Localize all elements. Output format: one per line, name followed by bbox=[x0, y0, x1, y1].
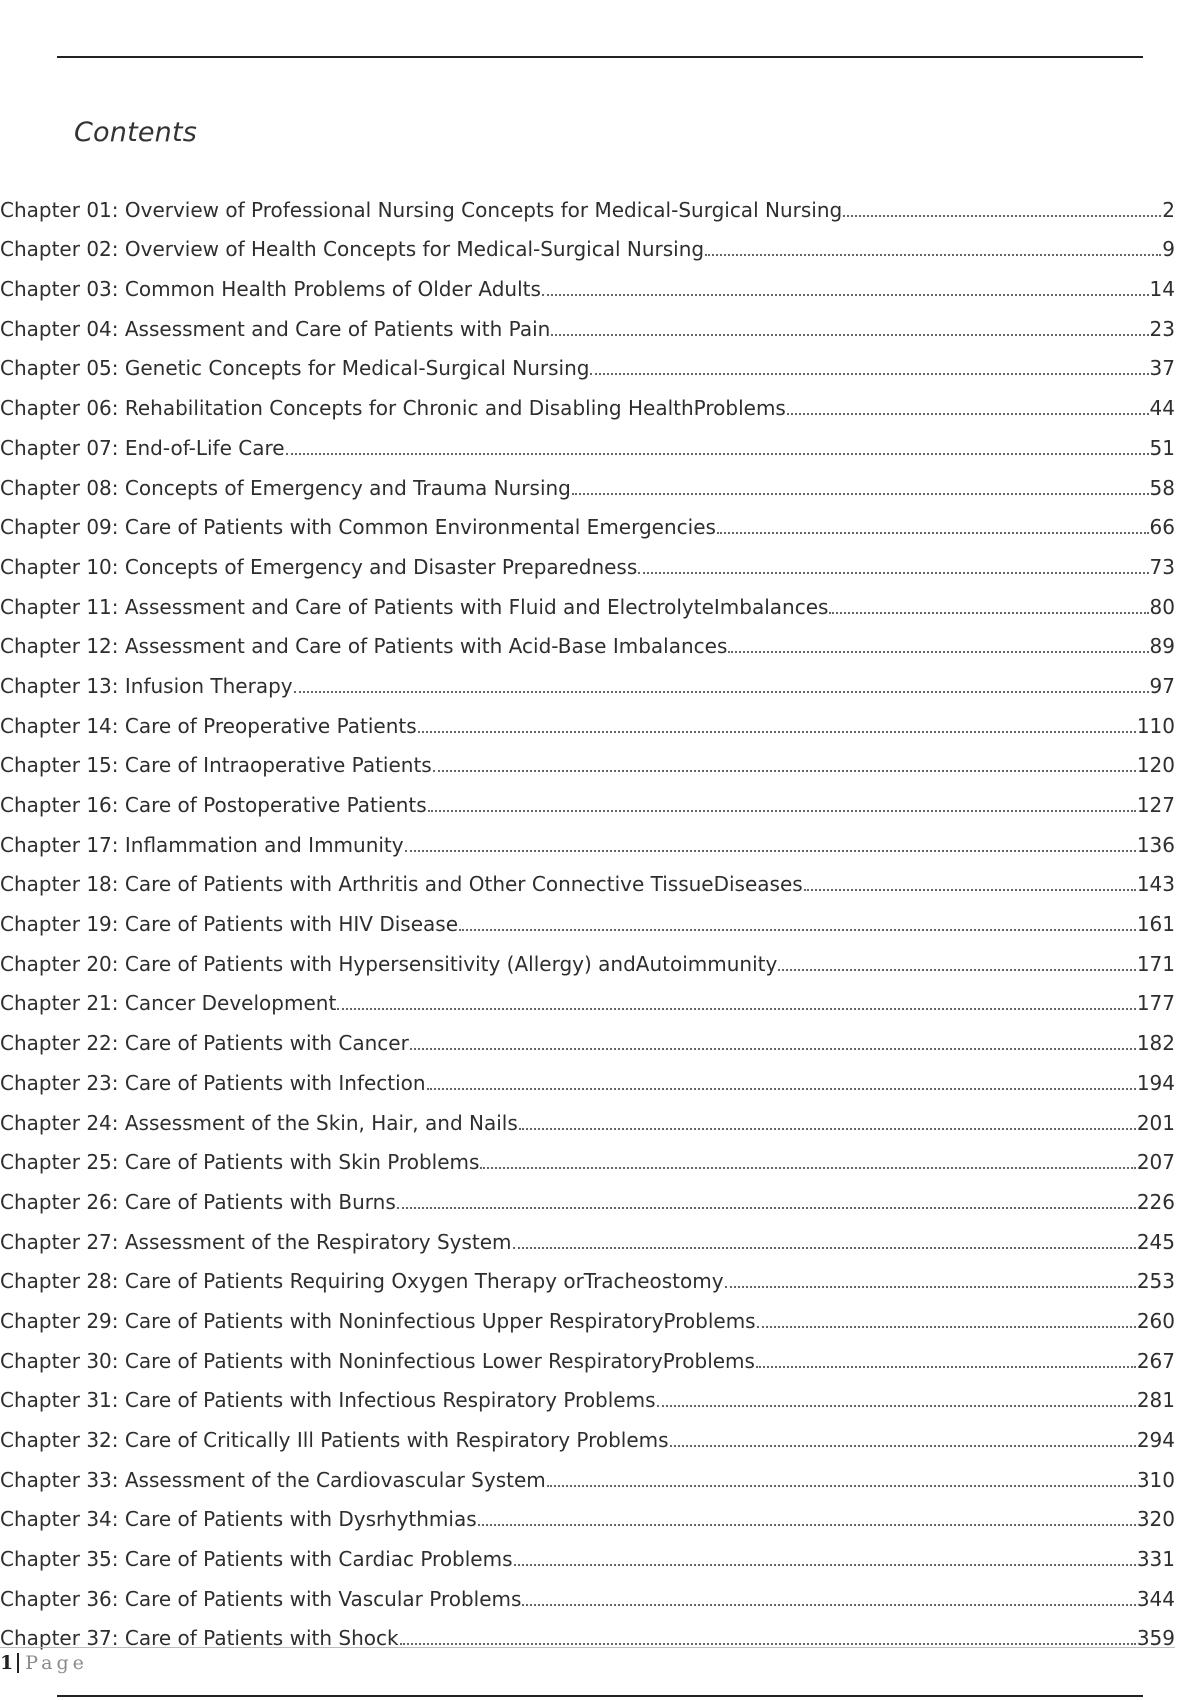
toc-entry-page: 2 bbox=[1162, 197, 1175, 222]
toc-entry-title: Chapter 01: Overview of Professional Nursing Concepts for Medical-Surgical Nursing bbox=[0, 197, 843, 222]
toc-entry-page: 310 bbox=[1136, 1467, 1175, 1492]
toc-dot-leader bbox=[778, 969, 1136, 971]
toc-entry-page: 171 bbox=[1136, 951, 1175, 976]
toc-entry-title: Chapter 18: Care of Patients with Arthritis and Other Connective TissueDiseases bbox=[0, 872, 803, 897]
toc-entry-title: Chapter 33: Assessment of the Cardiovascular System bbox=[0, 1467, 546, 1492]
toc-entry-page: 127 bbox=[1136, 793, 1175, 817]
toc-entry-title: Chapter 10: Concepts of Emergency and Disaster Preparedness bbox=[0, 554, 638, 579]
footer-rule bbox=[0, 1647, 1175, 1648]
toc-entry-page: 359 bbox=[1136, 1626, 1175, 1651]
contents-heading: Contents bbox=[74, 117, 198, 148]
toc-dot-leader bbox=[725, 1286, 1136, 1288]
toc-entry[interactable] bbox=[0, 1135, 1175, 1175]
toc-entry[interactable] bbox=[0, 857, 1175, 897]
toc-entry-page: 226 bbox=[1136, 1189, 1175, 1214]
table-of-contents bbox=[0, 182, 1175, 1650]
toc-entry-page: 260 bbox=[1136, 1308, 1175, 1333]
toc-dot-leader bbox=[400, 1643, 1136, 1645]
toc-entry-title: Chapter 34: Care of Patients with Dysrhythmias bbox=[0, 1507, 477, 1532]
toc-dot-leader bbox=[459, 929, 1136, 931]
toc-entry-title: Chapter 25: Care of Patients with Skin Problems bbox=[0, 1150, 480, 1175]
toc-entry-page: 267 bbox=[1136, 1348, 1175, 1373]
toc-entry-page: 120 bbox=[1136, 753, 1175, 778]
toc-dot-leader bbox=[572, 493, 1149, 495]
toc-entry-title: Chapter 28: Care of Patients Requiring Oxygen Therapy orTracheostomy bbox=[0, 1269, 724, 1294]
toc-entry-title: Chapter 13: Infusion Therapy bbox=[0, 673, 293, 698]
toc-entry[interactable] bbox=[0, 500, 1175, 540]
toc-entry-title: Chapter 24: Assessment of the Skin, Hair, and Nails bbox=[0, 1110, 518, 1135]
toc-entry-title: Chapter 20: Care of Patients with Hypersensitivity (Allergy) andAutoimmunity bbox=[0, 951, 778, 976]
toc-dot-leader bbox=[705, 254, 1161, 256]
toc-entry[interactable] bbox=[0, 1254, 1175, 1294]
toc-entry-title: Chapter 08: Concepts of Emergency and Trauma Nursing bbox=[0, 475, 571, 500]
toc-entry-page: 110 bbox=[1136, 713, 1175, 738]
toc-entry-title: Chapter 32: Care of Critically Ill Patients with Respiratory Problems bbox=[0, 1428, 669, 1452]
toc-entry-title: Chapter 07: End-of-Life Care bbox=[0, 435, 285, 460]
toc-entry-title: Chapter 09: Care of Patients with Common Environmental Emergencies bbox=[0, 515, 716, 540]
toc-dot-leader bbox=[829, 612, 1148, 614]
toc-entry[interactable] bbox=[0, 1095, 1175, 1135]
toc-entry[interactable] bbox=[0, 380, 1175, 420]
toc-entry-page: 294 bbox=[1136, 1428, 1175, 1452]
toc-entry-page: 207 bbox=[1136, 1150, 1175, 1175]
toc-dot-leader bbox=[756, 1366, 1136, 1368]
toc-dot-leader bbox=[757, 1326, 1136, 1328]
toc-dot-leader bbox=[337, 1008, 1136, 1010]
toc-entry-page: 136 bbox=[1136, 832, 1175, 857]
toc-entry[interactable] bbox=[0, 976, 1175, 1016]
toc-dot-leader bbox=[804, 889, 1136, 891]
toc-entry[interactable] bbox=[0, 1055, 1175, 1095]
toc-entry-title: Chapter 29: Care of Patients with Noninfectious Upper RespiratoryProblems bbox=[0, 1308, 756, 1333]
toc-entry-page: 51 bbox=[1149, 435, 1175, 460]
toc-entry-title: Chapter 36: Care of Patients with Vascular Problems bbox=[0, 1586, 522, 1611]
toc-entry[interactable] bbox=[0, 341, 1175, 381]
toc-entry[interactable] bbox=[0, 1333, 1175, 1373]
toc-dot-leader bbox=[410, 1048, 1136, 1050]
toc-entry-page: 44 bbox=[1149, 396, 1175, 421]
toc-entry-title: Chapter 06: Rehabilitation Concepts for Chronic and Disabling HealthProblems bbox=[0, 396, 786, 421]
toc-dot-leader bbox=[717, 532, 1149, 534]
toc-entry-page: 177 bbox=[1136, 991, 1175, 1016]
toc-entry[interactable] bbox=[0, 1412, 1175, 1452]
toc-dot-leader bbox=[670, 1445, 1136, 1447]
toc-entry[interactable] bbox=[0, 1492, 1175, 1532]
toc-entry-page: 73 bbox=[1149, 554, 1175, 579]
toc-entry-page: 143 bbox=[1136, 872, 1175, 897]
toc-entry[interactable] bbox=[0, 896, 1175, 936]
page-word: Page bbox=[25, 1652, 88, 1674]
toc-entry-title: Chapter 12: Assessment and Care of Patients with Acid-Base Imbalances bbox=[0, 634, 728, 659]
toc-entry-title: Chapter 11: Assessment and Care of Patients with Fluid and ElectrolyteImbalances bbox=[0, 594, 829, 619]
toc-dot-leader bbox=[513, 1247, 1136, 1249]
toc-dot-leader bbox=[294, 691, 1149, 693]
footer-separator bbox=[17, 1653, 19, 1673]
toc-dot-leader bbox=[514, 1564, 1136, 1566]
bottom-rule bbox=[57, 1695, 1143, 1697]
toc-dot-leader bbox=[522, 1604, 1135, 1606]
toc-entry-page: 37 bbox=[1149, 356, 1175, 381]
toc-entry-title: Chapter 35: Care of Patients with Cardiac Problems bbox=[0, 1547, 513, 1572]
toc-entry-title: Chapter 31: Care of Patients with Infectious Respiratory Problems bbox=[0, 1388, 656, 1413]
toc-entry-title: Chapter 19: Care of Patients with HIV Disease bbox=[0, 912, 459, 937]
toc-entry-page: 9 bbox=[1162, 237, 1175, 262]
toc-entry[interactable] bbox=[0, 301, 1175, 341]
toc-entry-page: 97 bbox=[1149, 673, 1175, 698]
toc-entry[interactable] bbox=[0, 261, 1175, 301]
toc-entry[interactable] bbox=[0, 1174, 1175, 1214]
toc-entry-page: 66 bbox=[1149, 515, 1175, 540]
toc-entry-title: Chapter 03: Common Health Problems of Older Adults bbox=[0, 277, 541, 302]
toc-entry[interactable] bbox=[0, 222, 1175, 262]
toc-entry-page: 161 bbox=[1136, 912, 1175, 937]
toc-entry-title: Chapter 04: Assessment and Care of Patients with Pain bbox=[0, 316, 551, 341]
toc-entry-title: Chapter 02: Overview of Health Concepts for Medical-Surgical Nursing bbox=[0, 237, 705, 262]
toc-entry-title: Chapter 21: Cancer Development bbox=[0, 991, 337, 1016]
toc-dot-leader bbox=[542, 294, 1149, 296]
toc-entry-title: Chapter 37: Care of Patients with Shock bbox=[0, 1626, 399, 1651]
toc-dot-leader bbox=[638, 572, 1148, 574]
toc-entry[interactable] bbox=[0, 1373, 1175, 1413]
toc-dot-leader bbox=[433, 770, 1136, 772]
toc-dot-leader bbox=[397, 1207, 1136, 1209]
toc-entry[interactable] bbox=[0, 738, 1175, 778]
toc-entry-page: 23 bbox=[1149, 316, 1175, 341]
toc-entry[interactable] bbox=[0, 817, 1175, 857]
toc-entry[interactable] bbox=[0, 420, 1175, 460]
toc-dot-leader bbox=[405, 850, 1136, 852]
toc-dot-leader bbox=[787, 413, 1149, 415]
toc-entry[interactable] bbox=[0, 1293, 1175, 1333]
toc-dot-leader bbox=[286, 453, 1149, 455]
toc-entry[interactable] bbox=[0, 698, 1175, 738]
toc-entry-page: 320 bbox=[1136, 1507, 1175, 1532]
toc-entry-page: 344 bbox=[1136, 1586, 1175, 1611]
toc-entry-title: Chapter 05: Genetic Concepts for Medical-Surgical Nursing bbox=[0, 356, 590, 381]
toc-entry-page: 245 bbox=[1136, 1229, 1175, 1254]
toc-dot-leader bbox=[427, 1088, 1136, 1090]
toc-entry[interactable] bbox=[0, 539, 1175, 579]
toc-entry-page: 14 bbox=[1149, 277, 1175, 302]
toc-entry[interactable] bbox=[0, 460, 1175, 500]
toc-dot-leader bbox=[428, 810, 1136, 812]
toc-entry-title: Chapter 15: Care of Intraoperative Patients bbox=[0, 753, 432, 778]
toc-entry-page: 182 bbox=[1136, 1031, 1175, 1056]
toc-dot-leader bbox=[657, 1405, 1136, 1407]
toc-entry[interactable] bbox=[0, 777, 1175, 817]
toc-entry-page: 201 bbox=[1136, 1110, 1175, 1135]
toc-dot-leader bbox=[480, 1167, 1135, 1169]
toc-entry-title: Chapter 16: Care of Postoperative Patients bbox=[0, 793, 427, 817]
toc-entry[interactable] bbox=[0, 1611, 1175, 1651]
toc-entry-page: 281 bbox=[1136, 1388, 1175, 1413]
toc-entry[interactable] bbox=[0, 936, 1175, 976]
toc-entry[interactable] bbox=[0, 1531, 1175, 1571]
toc-entry[interactable] bbox=[0, 182, 1175, 222]
toc-entry[interactable] bbox=[0, 1015, 1175, 1055]
toc-entry-page: 89 bbox=[1149, 634, 1175, 659]
toc-dot-leader bbox=[728, 651, 1148, 653]
toc-entry-title: Chapter 17: Inflammation and Immunity bbox=[0, 832, 404, 857]
toc-entry-title: Chapter 14: Care of Preoperative Patients bbox=[0, 713, 417, 738]
toc-dot-leader bbox=[590, 373, 1148, 375]
header-rule bbox=[57, 56, 1143, 58]
toc-dot-leader bbox=[478, 1524, 1136, 1526]
toc-entry-page: 194 bbox=[1136, 1070, 1175, 1095]
toc-entry-title: Chapter 23: Care of Patients with Infection bbox=[0, 1070, 426, 1095]
toc-entry[interactable] bbox=[0, 658, 1175, 698]
toc-dot-leader bbox=[547, 1485, 1136, 1487]
toc-entry-page: 253 bbox=[1136, 1269, 1175, 1294]
toc-entry-title: Chapter 22: Care of Patients with Cancer bbox=[0, 1031, 409, 1056]
page-number: 1 bbox=[0, 1652, 14, 1674]
toc-entry-title: Chapter 26: Care of Patients with Burns bbox=[0, 1189, 396, 1214]
toc-dot-leader bbox=[551, 334, 1148, 336]
toc-entry[interactable] bbox=[0, 1214, 1175, 1254]
toc-entry-title: Chapter 30: Care of Patients with Noninfectious Lower RespiratoryProblems bbox=[0, 1348, 755, 1373]
toc-dot-leader bbox=[843, 215, 1161, 217]
toc-entry-page: 58 bbox=[1149, 475, 1175, 500]
toc-entry-page: 331 bbox=[1136, 1547, 1175, 1572]
page-footer bbox=[0, 1652, 88, 1674]
toc-entry[interactable] bbox=[0, 579, 1175, 619]
toc-entry[interactable] bbox=[0, 1452, 1175, 1492]
toc-dot-leader bbox=[519, 1128, 1136, 1130]
toc-dot-leader bbox=[418, 731, 1136, 733]
toc-entry-title: Chapter 27: Assessment of the Respiratory System bbox=[0, 1229, 512, 1254]
toc-entry-page: 80 bbox=[1149, 594, 1175, 619]
toc-entry[interactable] bbox=[0, 1571, 1175, 1611]
toc-entry[interactable] bbox=[0, 619, 1175, 659]
